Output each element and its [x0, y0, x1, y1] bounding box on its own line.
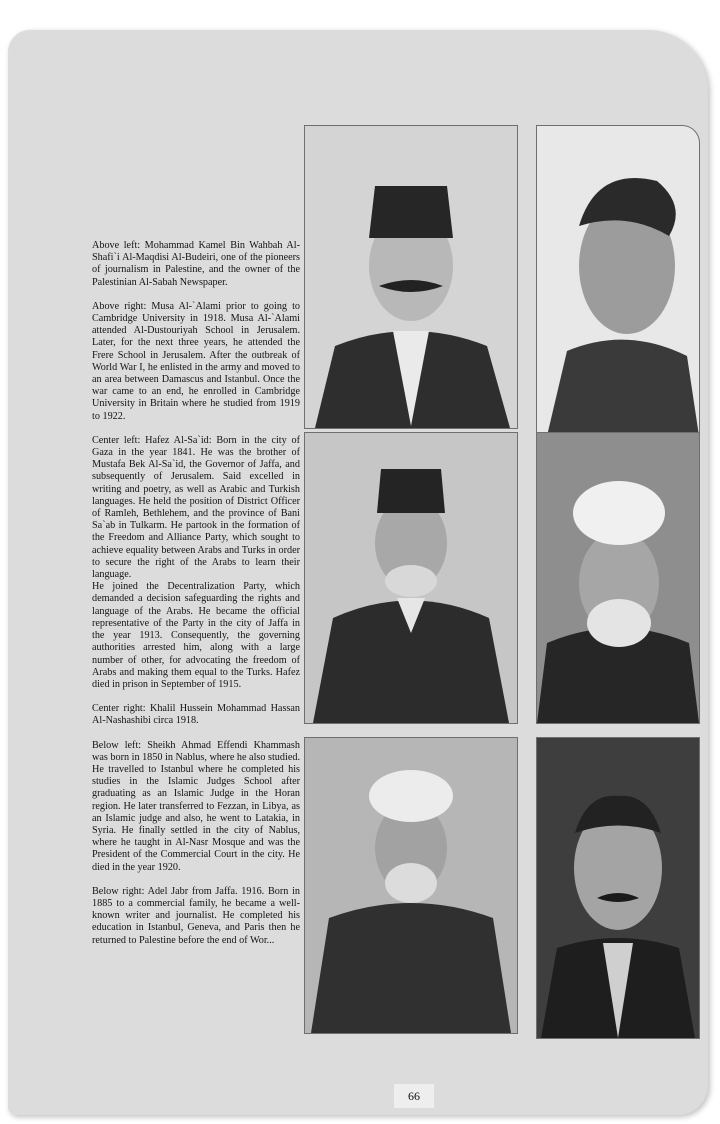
caption-above-left: Above left: Mohammad Kamel Bin Wahbah Al-Shafi`i Al-Maqdisi Al-Budeiri, one of the pioneers of journalism in Palestine, and the owner of the Palestinian Al-Sabah Newspaper. [92, 240, 300, 288]
caption-below-right: Below right: Adel Jabr from Jaffa. 1916. Born in 1885 to a commercial family, he became a well-known writer and journalist. He completed his education in Istanbul, Geneva, and Paris then he returned to Palestine before the end of Wor... [92, 885, 300, 946]
portrait-profile-man [537, 126, 699, 436]
portrait-mustached-man [537, 738, 699, 1038]
caption-below-left: Below left: Sheikh Ahmad Effendi Khammash was born in 1850 in Nablus, where he also studied. He travelled to Istanbul where he completed his studies in the Islamic Judges School after graduating as an Islamic Judge in the Horan region. He later transferred to Fezzan, in Libya, as an Islamic judge and also, he went to Latakia, in Syria. He finally settled in the city of Nablus, where he taught in Al-Nasr Mosque and was the President of the Commercial Court in the city. He died in the year 1920. [92, 739, 300, 873]
photo-musa-alami [536, 125, 700, 437]
photo-adel-jabr [536, 737, 700, 1039]
portrait-turban-elder [305, 738, 517, 1033]
caption-center-left: Center left: Hafez Al-Sa`id: Born in the city of Gaza in the year 1841. He was the brother of Mustafa Bek Al-Sa`id, the Governor of Jaffa, and subsequently of Jerusalem. Said excelled in writing and poetry, as well as Arabic and Turkish languages. He held the position of District Officer of Ramleh, Bethlehem, and the province of Bani Sa`ab in Tulkarm. He partook in the formation of the Freedom and Alliance Party, which sought to achieve equality between Arabs and Turks in order to secure the right of the Arabs to learn their language. [92, 434, 300, 581]
page-number: 66 [394, 1084, 434, 1108]
portrait-turban-bearded-man [537, 433, 699, 723]
photo-hafez-said [304, 432, 518, 724]
portrait-fez-man [305, 126, 517, 428]
photo-ahmad-khammash [304, 737, 518, 1034]
photo-mohammad-kamel [304, 125, 518, 429]
caption-center-left-cont: He joined the Decentralization Party, which demanded a decision safeguarding the rights and language of the Arabs. He became the official representative of the Party in the city of Jaffa in the year 1913. Consequently, the governing authorities arrested him, along with a large number of other, for advocating the freedom of Arabs and making them equal to the Turks. Hafez died in prison in September of 1915. [92, 581, 300, 690]
caption-column [92, 240, 300, 959]
caption-center-right: Center right: Khalil Hussein Mohammad Hassan Al-Nashashibi circa 1918. [92, 703, 300, 727]
book-page [8, 30, 708, 1115]
caption-above-right: Above right: Musa Al-`Alami prior to going to Cambridge University in 1918. Musa Al-`Alami attended Al-Dustouriyah School in Jerusalem. Later, for the next three years, he attended the Frere School in Jerusalem. After the outbreak of World War I, he enlisted in the army and moved to an area between Damascus and Istanbul. Once the war came to an end, he enrolled in Cambridge University in Britain where he studied from 1919 to 1922. [92, 300, 300, 422]
portrait-bearded-fez-man [305, 433, 517, 723]
photo-khalil-nashashibi [536, 432, 700, 724]
